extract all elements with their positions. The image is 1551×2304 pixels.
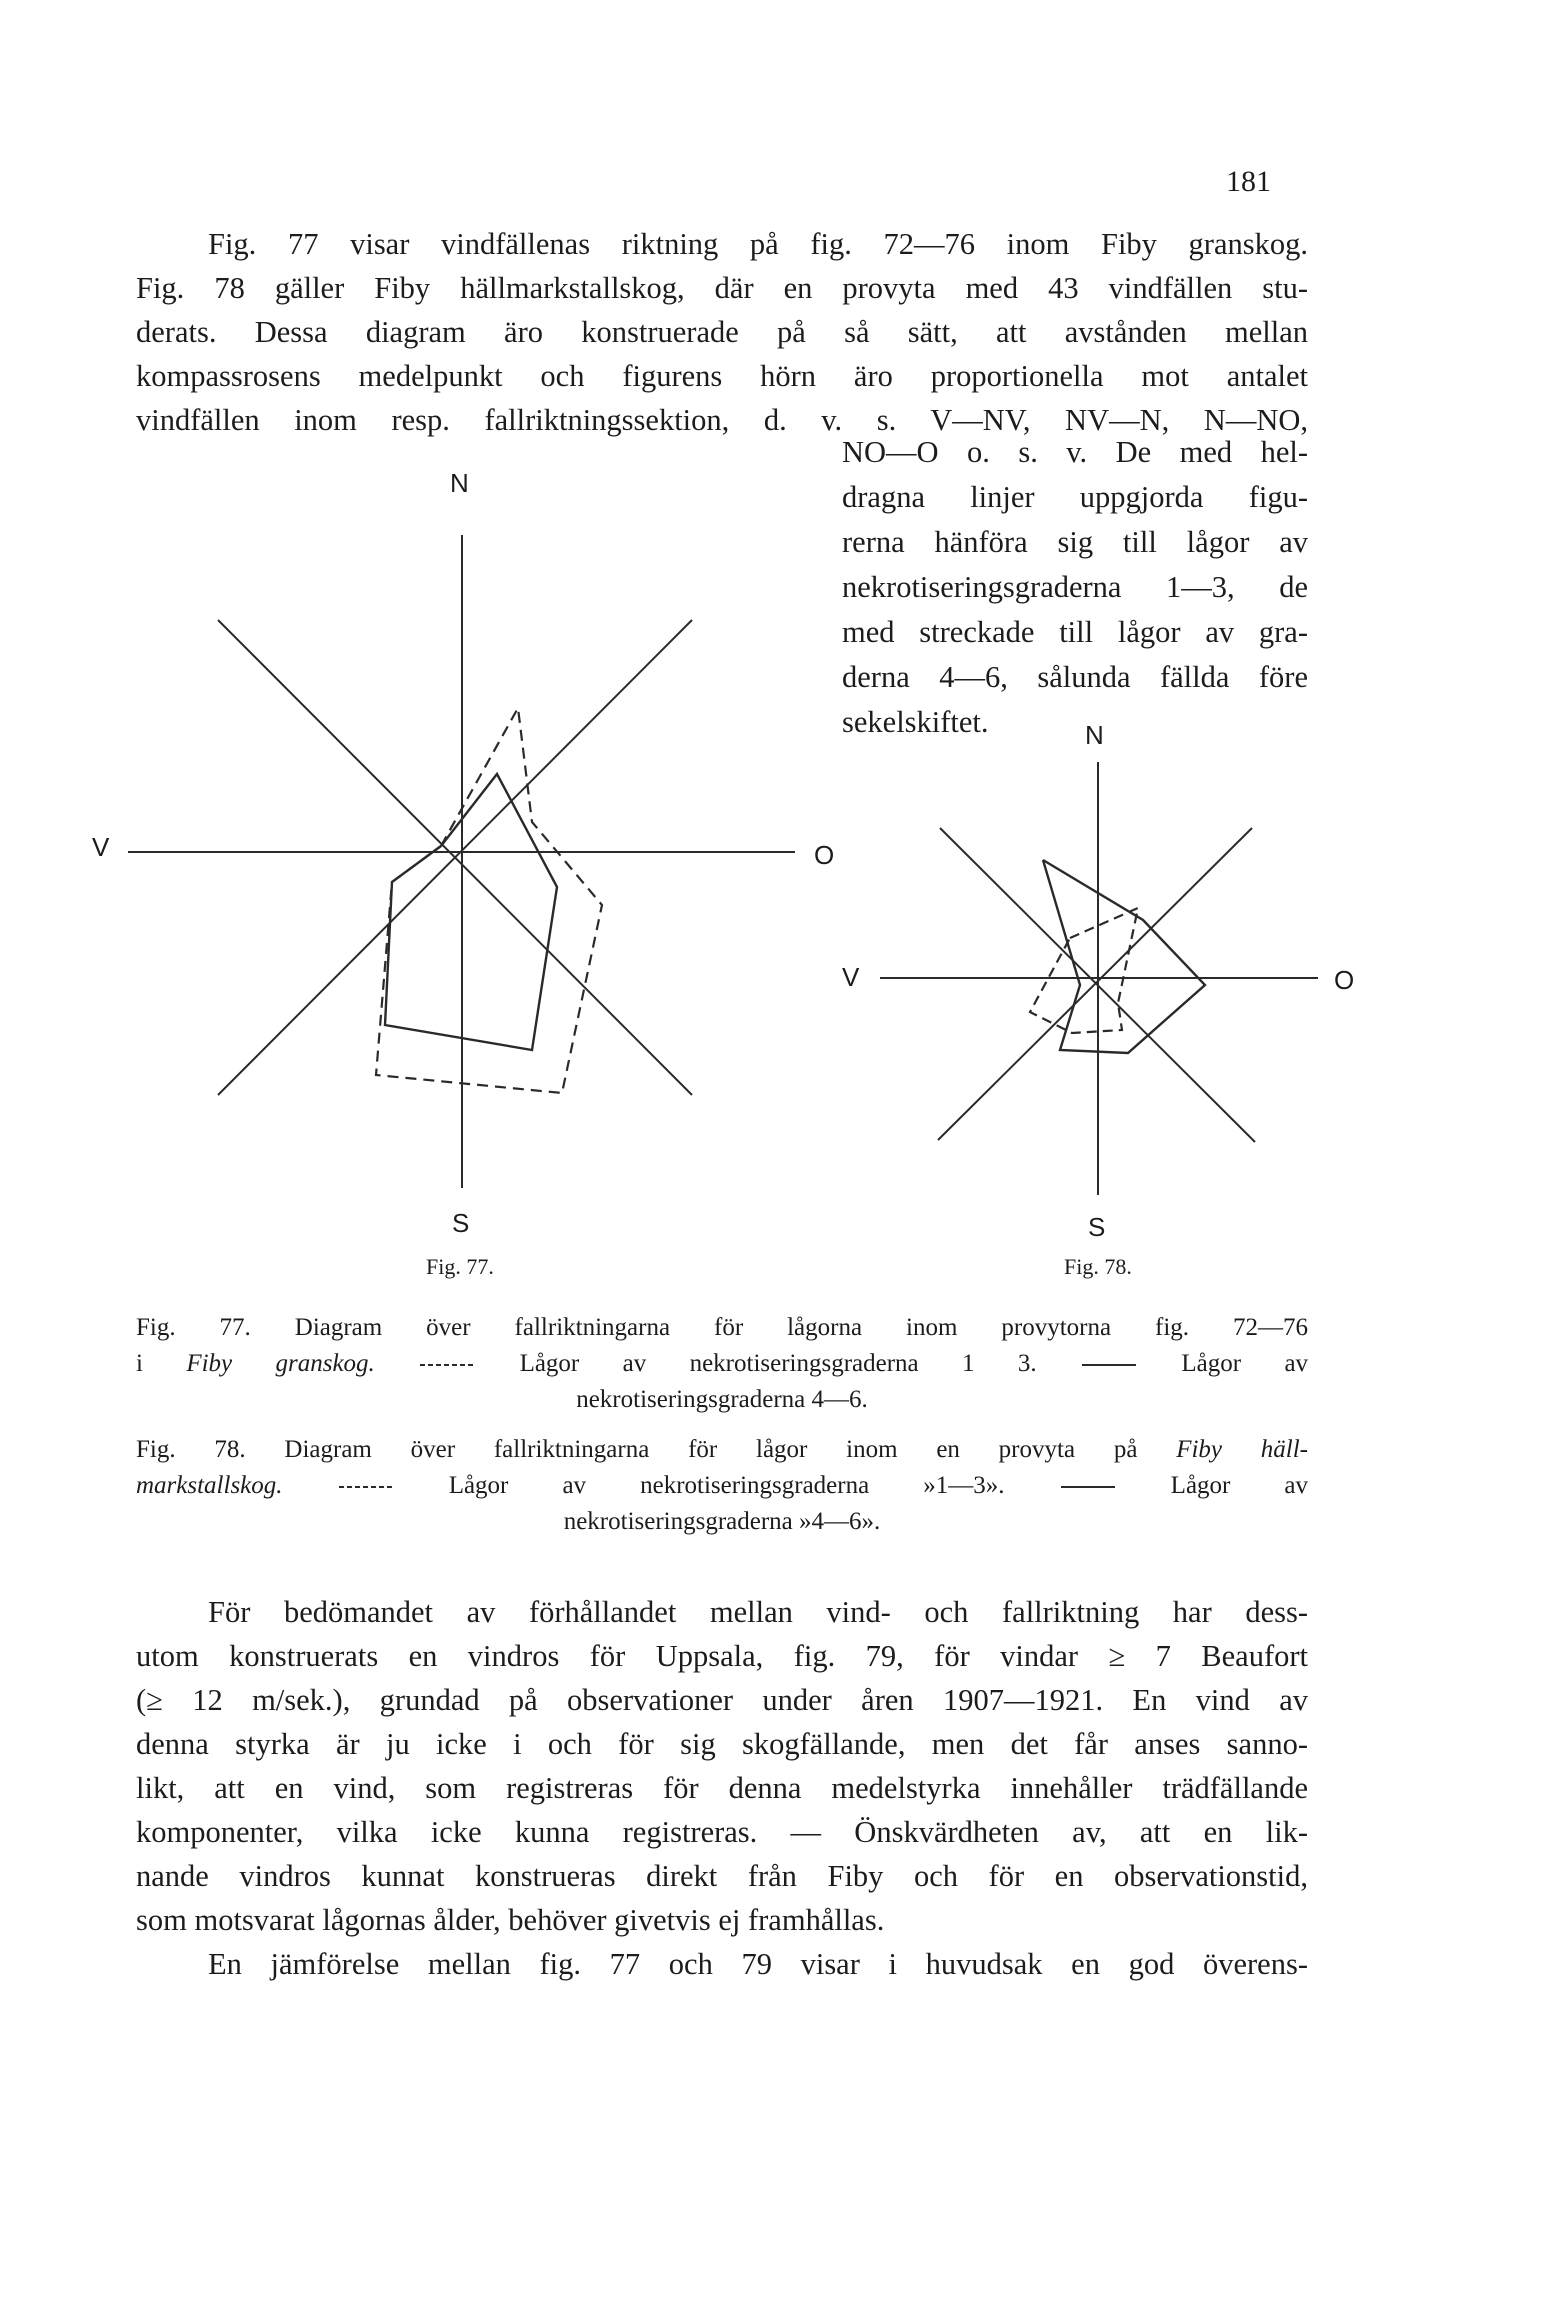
body-line: likt, att en vind, som registreras för denna medelstyrka innehåller trädfällande (136, 1771, 1308, 1805)
body-line: En jämförelse mellan fig. 77 och 79 visar i huvudsak en god överens- (208, 1947, 1308, 1981)
fig77-south-label: S (452, 1208, 470, 1238)
caption77-line1: Fig. 77. Diagram över fallriktningarna för lågorna inom provytorna fig. 72—76 (136, 1314, 1308, 1341)
caption78-italic-cont: markstallskog. (136, 1472, 283, 1499)
body-line: (≥ 12 m/sek.), grundad på observationer under åren 1907—1921. En vind av (136, 1683, 1308, 1717)
fig78-caption-short: Fig. 78. (1064, 1254, 1132, 1279)
fig78-north-label: N (1085, 720, 1104, 750)
caption78-line2-end: Lågor av (1170, 1472, 1309, 1499)
fig78-caption (136, 1432, 1308, 1540)
caption78-line1-text: Fig. 78. Diagram över fallriktningarna för lågor inom en provyta på (136, 1436, 1138, 1463)
intro-line: vindfällen inom resp. fallriktningssektion, d. v. s. V—NV, NV—N, N—NO, (136, 403, 1308, 437)
intro-line: Fig. 78 gäller Fiby hällmarkstallskog, där en provyta med 43 vindfällen stu- (136, 271, 1308, 305)
fig77-caption (136, 1310, 1308, 1418)
page-number: 181 (1226, 165, 1271, 198)
fig78-east-label: O (1334, 965, 1355, 995)
caption78-italic: Fiby häll- (1176, 1436, 1309, 1463)
dashed-line-symbol (418, 1360, 476, 1370)
fig77-east-label: O (814, 840, 835, 870)
caption78-line2-mid: Lågor av nekrotiseringsgraderna »1—3». (448, 1472, 1005, 1499)
caption77-line3: nekrotiseringsgraderna 4—6. (576, 1386, 868, 1413)
solid-line-symbol (1059, 1482, 1117, 1492)
side-line: derna 4—6, sålunda fällda före (842, 660, 1308, 694)
caption78-line2 (136, 1468, 1308, 1504)
intro-line: Fig. 77 visar vindfällenas riktning på fig. 72—76 inom Fiby granskog. (208, 227, 1308, 261)
side-line: dragna linjer uppgjorda figu- (842, 480, 1308, 514)
side-line: NO—O o. s. v. De med hel- (842, 435, 1308, 469)
intro-line: kompassrosens medelpunkt och figurens hörn äro proportionella mot antalet (136, 359, 1308, 393)
side-line: sekelskiftet. (842, 705, 989, 739)
caption77-line2-prefix: i (136, 1350, 143, 1377)
body-line: komponenter, vilka icke kunna registreras. — Önskvärdheten av, att en lik- (136, 1815, 1308, 1849)
caption77-line2-end: Lågor av (1181, 1350, 1309, 1377)
fig78-west-label: V (842, 962, 860, 992)
body-line: utom konstruerats en vindros för Uppsala, fig. 79, för vindar ≥ 7 Beaufort (136, 1639, 1308, 1673)
body-line: nande vindros kunnat konstrueras direkt från Fiby och för en observationstid, (136, 1859, 1308, 1893)
solid-line-symbol (1080, 1360, 1138, 1370)
caption78-line3: nekrotiseringsgraderna »4—6». (563, 1508, 881, 1535)
caption78-line1 (136, 1432, 1308, 1468)
body-line: För bedömandet av förhållandet mellan vind- och fallriktning har dess- (208, 1595, 1308, 1629)
fig78-south-label: S (1088, 1212, 1106, 1242)
dashed-line-symbol (337, 1482, 395, 1492)
side-line: nekrotiseringsgraderna 1—3, de (842, 570, 1308, 604)
fig77-west-label: V (92, 832, 110, 862)
side-line: rerna hänföra sig till lågor av (842, 525, 1308, 559)
caption77-italic: Fiby granskog. (186, 1350, 375, 1377)
body-line: som motsvarat lågornas ålder, behöver givetvis ej framhållas. (136, 1903, 885, 1937)
body-paragraph (136, 1590, 1308, 1986)
body-line: denna styrka är ju icke i och för sig skogfällande, men det får anses sanno- (136, 1727, 1308, 1761)
caption77-line2 (136, 1346, 1308, 1382)
fig77-north-label: N (450, 468, 469, 498)
side-line: med streckade till lågor av gra- (842, 615, 1308, 649)
intro-line: derats. Dessa diagram äro konstruerade på så sätt, att avstånden mellan (136, 315, 1308, 349)
caption77-line2-mid: Lågor av nekrotiseringsgraderna 1 3. (519, 1350, 1037, 1377)
fig77-caption-short: Fig. 77. (426, 1254, 494, 1279)
